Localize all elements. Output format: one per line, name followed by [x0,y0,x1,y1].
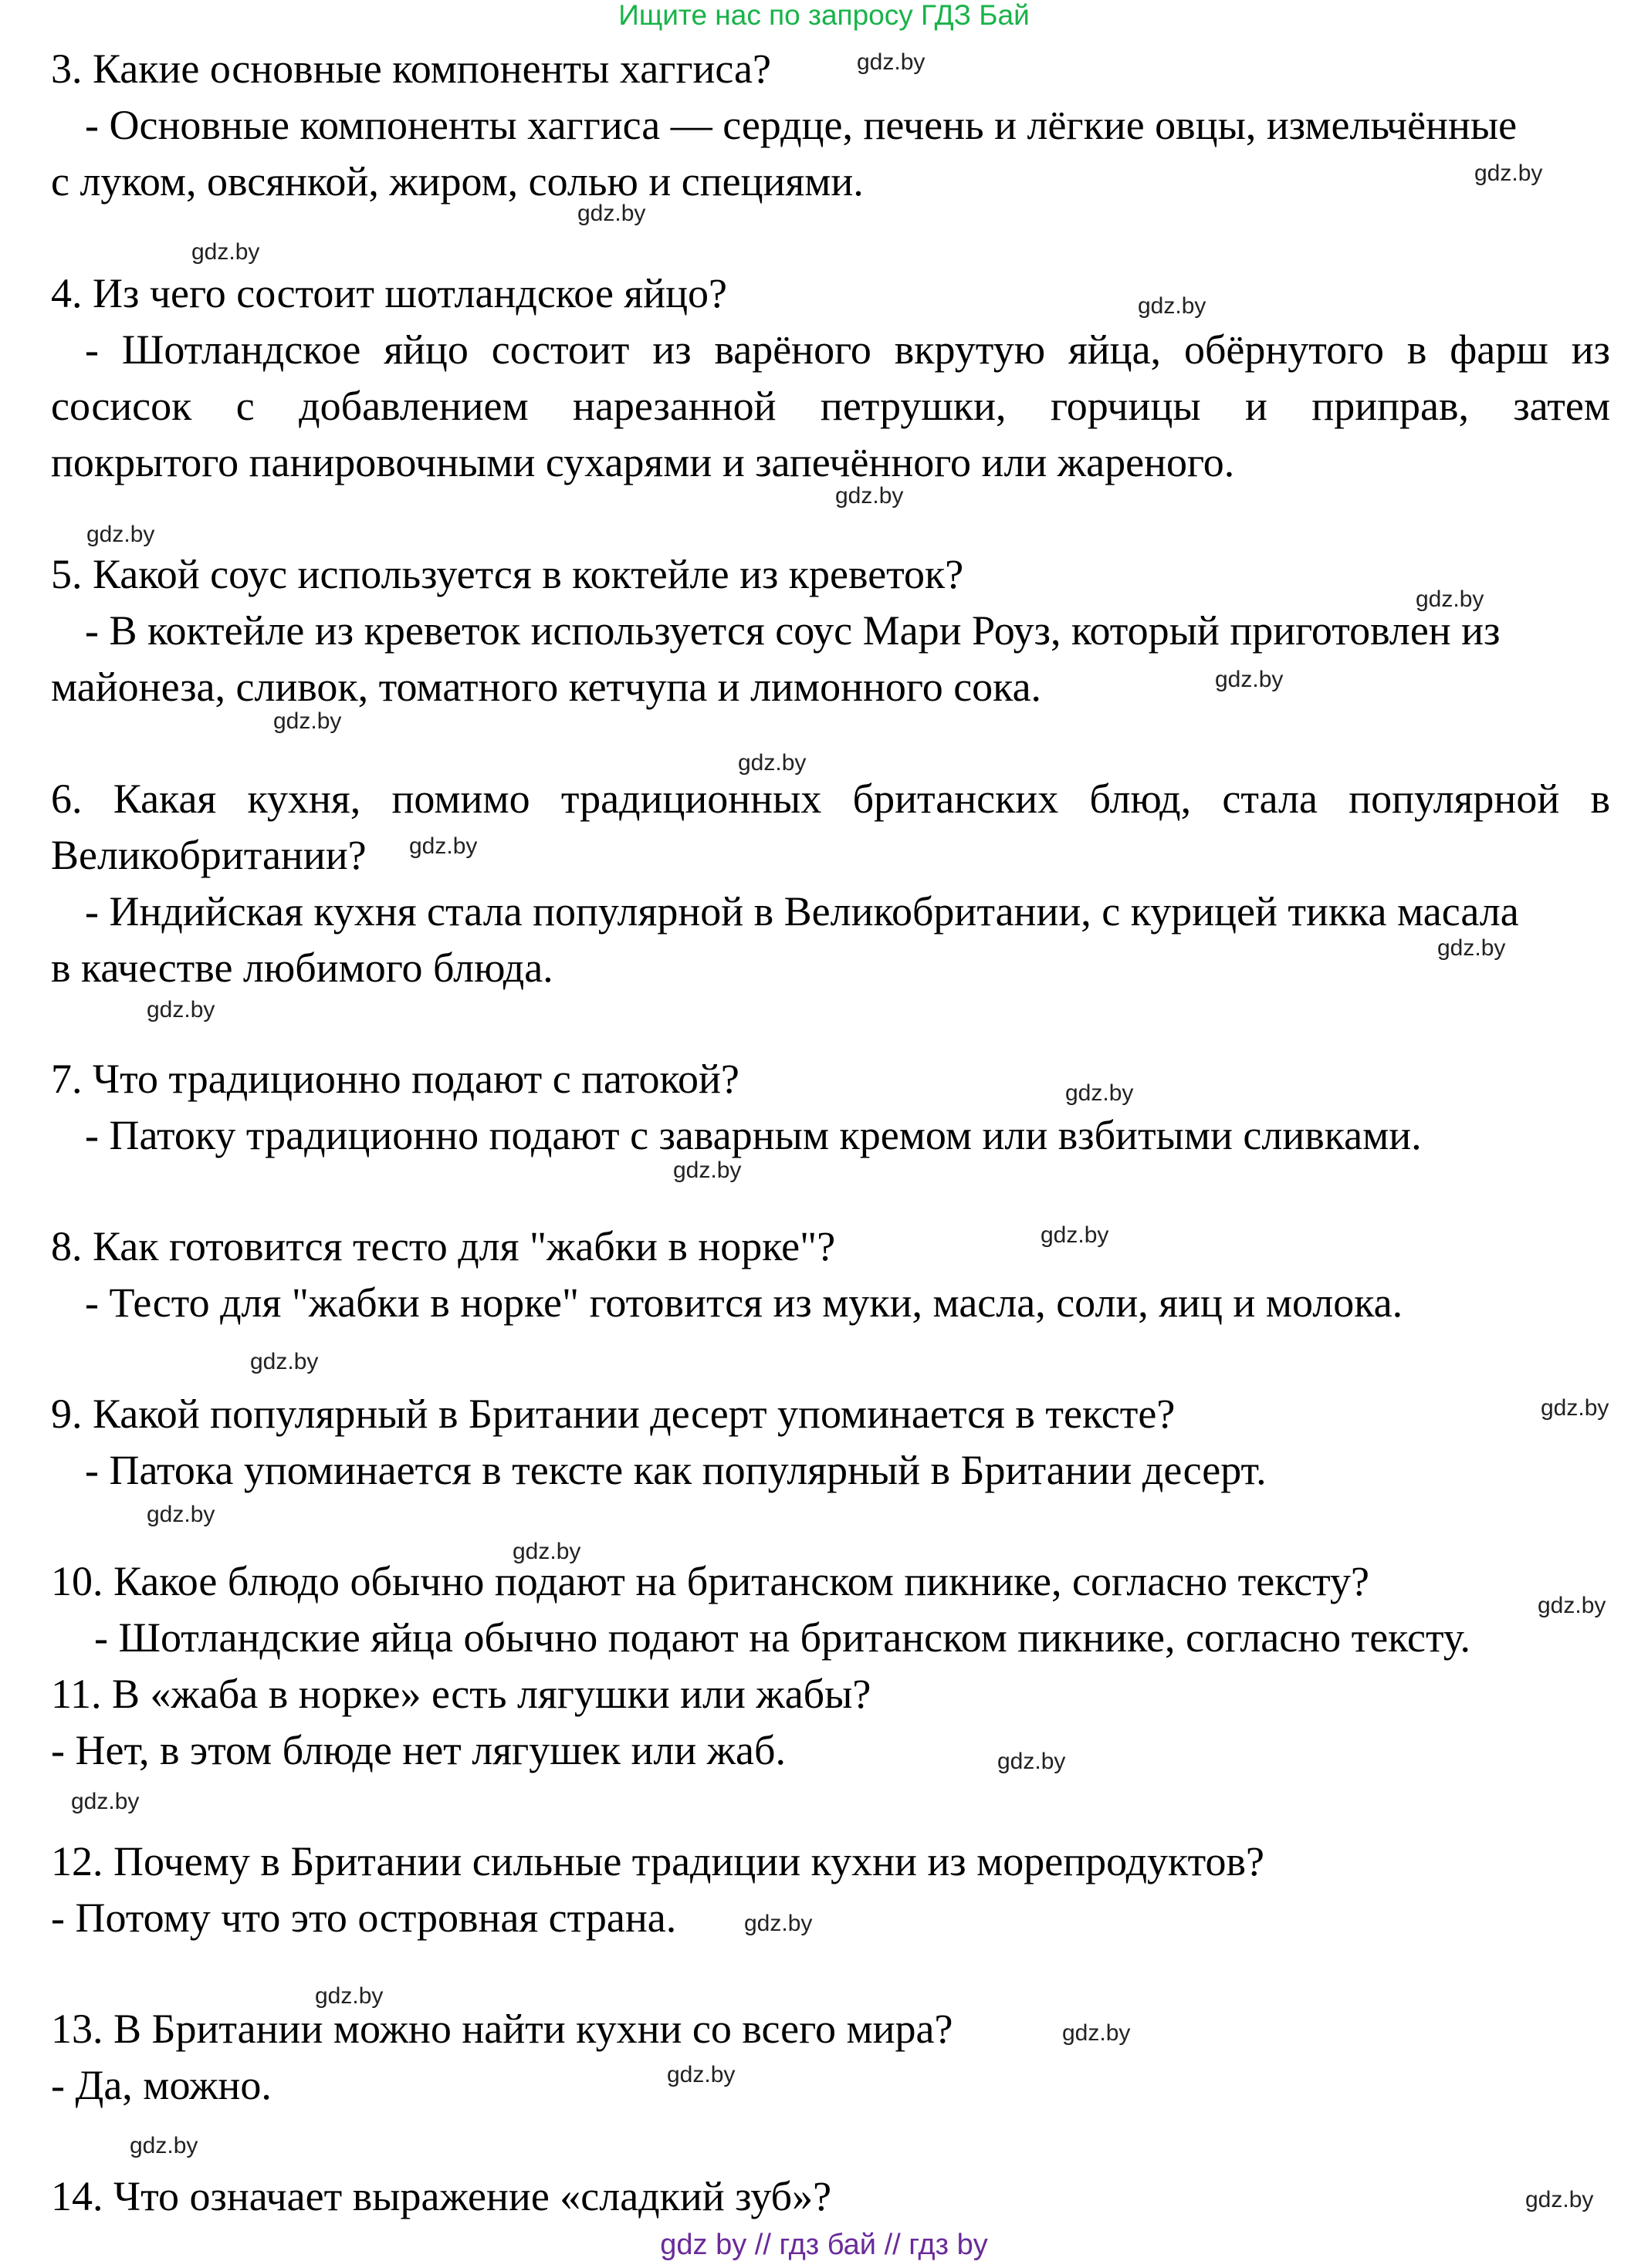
question-3: 3. Какие основные компоненты хаггиса? [51,46,771,92]
question-10: 10. Какое блюдо обычно подают на британском пикнике, согласно тексту? [51,1558,1369,1604]
watermark: gdz.by [1041,1222,1109,1248]
question-6-line-1: 6. Какая кухня, помимо традиционных британских блюд, стала популярной в [51,776,1610,822]
watermark: gdz.by [673,1158,742,1183]
answer-6-line-2: в качестве любимого блюда. [51,945,553,991]
watermark: gdz.by [409,833,478,859]
watermark: gdz.by [1474,161,1543,186]
watermark: gdz.by [273,708,342,734]
watermark: gdz.by [86,522,155,547]
search-hint-header: Ищите нас по запросу ГДЗ Бай [618,0,1030,31]
question-7: 7. Что традиционно подают с патокой? [51,1056,739,1102]
watermark: gdz.by [1416,586,1484,612]
watermark: gdz.by [71,1789,140,1814]
question-8: 8. Как готовится тесто для "жабки в норке"? [51,1223,836,1269]
question-12: 12. Почему в Британии сильные традиции кухни из морепродуктов? [51,1838,1264,1884]
question-6-line-2: Великобритании? [51,832,367,878]
answer-12: - Потому что это островная страна. [51,1895,677,1941]
answer-9: - Патока упоминается в тексте как популярный в Британии десерт. [85,1447,1267,1493]
watermark: gdz.by [744,1911,813,1936]
question-4: 4. Из чего состоит шотландское яйцо? [51,270,728,316]
answer-4-line-2: сосисок с добавлением нарезанной петрушки, горчицы и приправ, затем [51,383,1610,429]
watermark: gdz.by [1437,935,1506,961]
answer-10: - Шотландские яйца обычно подают на британском пикнике, согласно тексту. [94,1614,1471,1661]
question-14: 14. Что означает выражение «сладкий зуб»? [51,2173,832,2219]
question-11: 11. В «жаба в норке» есть лягушки или жабы? [51,1671,871,1717]
watermark: gdz.by [997,1749,1066,1774]
watermark: gdz.by [577,201,646,226]
answer-8: - Тесто для "жабки в норке" готовится из муки, масла, соли, яиц и молока. [85,1279,1403,1326]
watermark: gdz.by [1138,293,1206,319]
watermark: gdz.by [130,2133,198,2158]
answer-3-line-1: - Основные компоненты хаггиса — сердце, печень и лёгкие овцы, измельчённые [85,102,1518,148]
watermark: gdz.by [513,1539,581,1564]
question-9: 9. Какой популярный в Британии десерт упоминается в тексте? [51,1391,1176,1437]
answer-3-line-2: с луком, овсянкой, жиром, солью и специями. [51,158,864,204]
watermark: gdz.by [1215,667,1284,692]
footer-links: gdz by // гдз бай // гдз by [660,2229,988,2261]
watermark: gdz.by [1065,1080,1134,1106]
watermark: gdz.by [147,1502,215,1527]
question-5: 5. Какой соус используется в коктейле из креветок? [51,551,964,597]
answer-4-line-3: покрытого панировочными сухарями и запечённого или жареного. [51,439,1235,485]
watermark: gdz.by [667,2062,736,2087]
answer-5-line-2: майонеза, сливок, томатного кетчупа и лимонного сока. [51,664,1042,710]
watermark: gdz.by [315,1983,384,2009]
answer-5-line-1: - В коктейле из креветок используется соус Мари Роуз, который приготовлен из [85,607,1501,654]
answer-4-line-1: - Шотландское яйцо состоит из варёного вкрутую яйца, обёрнутого в фарш из [85,326,1610,373]
answer-11: - Нет, в этом блюде нет лягушек или жаб. [51,1727,786,1773]
watermark: gdz.by [857,49,926,75]
watermark: gdz.by [250,1349,319,1374]
watermark: gdz.by [1525,2187,1594,2212]
watermark: gdz.by [1538,1593,1606,1618]
watermark: gdz.by [147,997,215,1022]
answer-6-line-1: - Индийская кухня стала популярной в Великобритании, с курицей тикка масала [85,888,1519,935]
answer-7: - Патоку традиционно подают с заварным кремом или взбитыми сливками. [85,1112,1422,1158]
watermark: gdz.by [191,239,260,265]
watermark: gdz.by [1062,2020,1131,2046]
watermark: gdz.by [1541,1395,1609,1421]
watermark: gdz.by [835,483,904,509]
answer-13: - Да, можно. [51,2062,272,2108]
watermark: gdz.by [738,750,807,776]
question-13: 13. В Британии можно найти кухни со всего мира? [51,2006,953,2052]
